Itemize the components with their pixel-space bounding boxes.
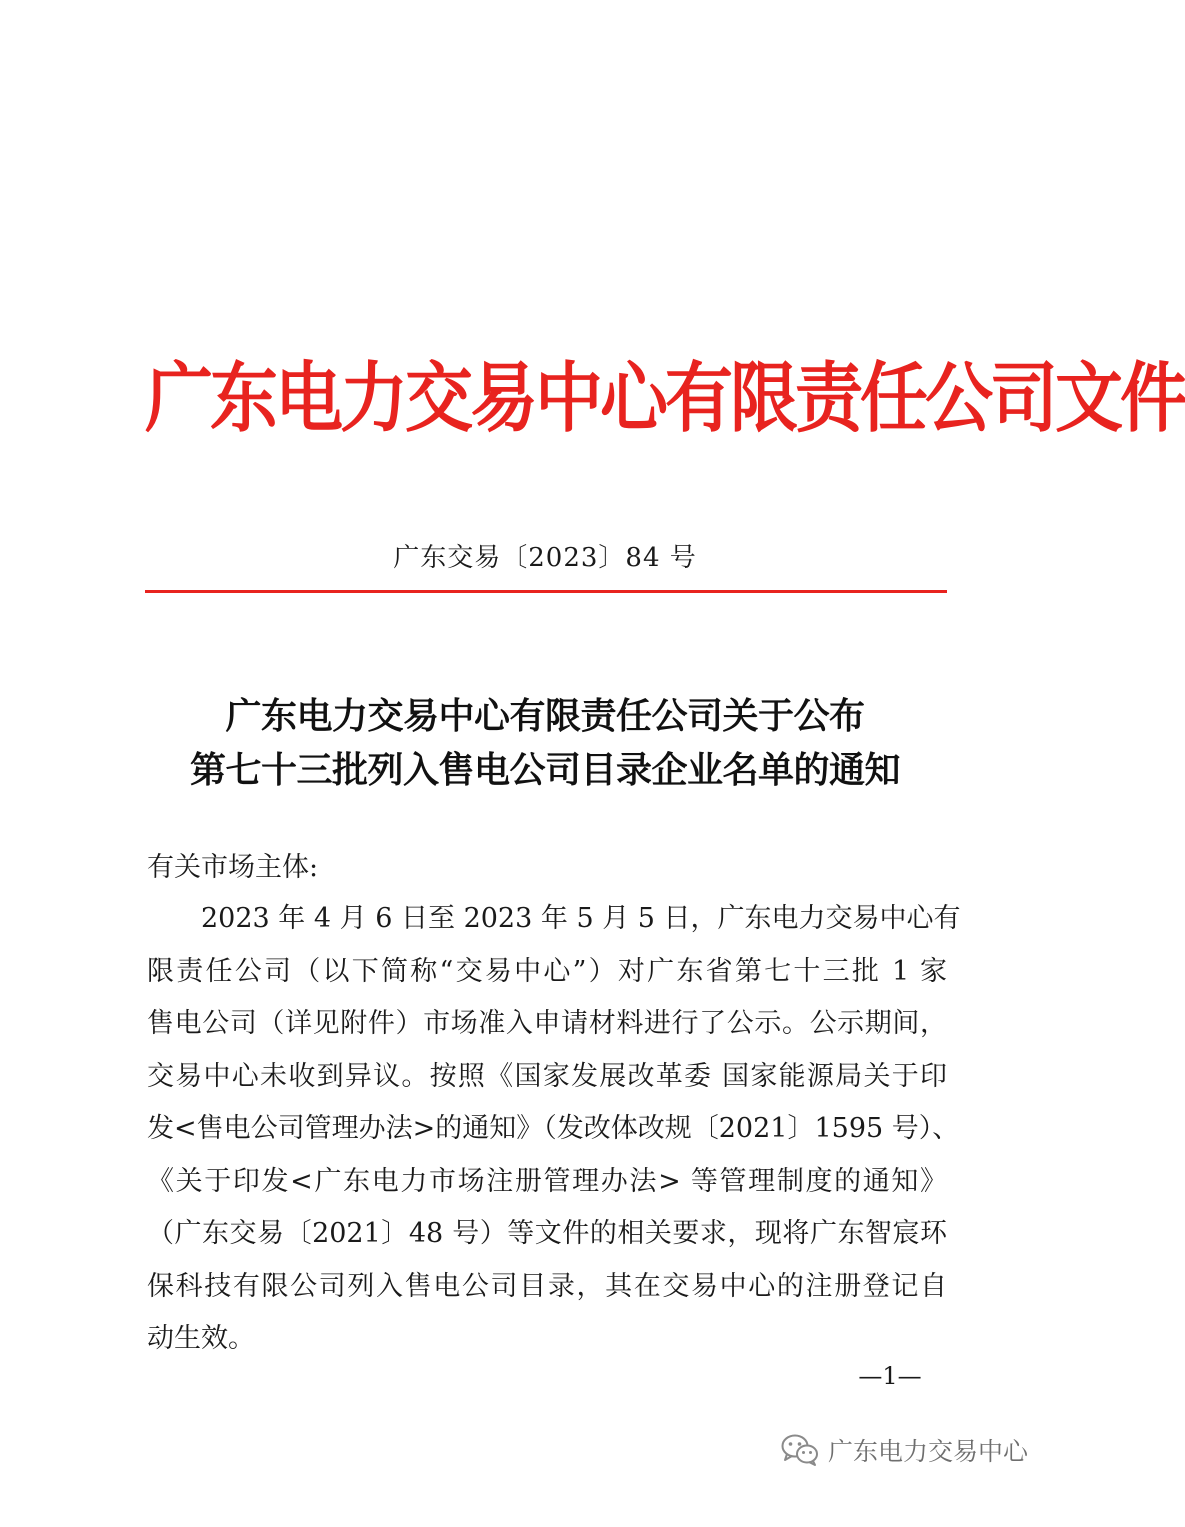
masthead-title: 广东电力交易中心有限责任公司文件 [145, 355, 1185, 444]
wechat-icon [780, 1433, 820, 1467]
body-line: 售电公司（详见附件）市场准入申请材料进行了公示。公示期间， [147, 1008, 947, 1039]
salutation: 有关市场主体: [147, 852, 319, 883]
red-divider [145, 590, 947, 593]
watermark-text: 广东电力交易中心 [828, 1437, 1029, 1466]
wechat-watermark [780, 1430, 1028, 1470]
document-number: 广东交易〔2023〕84 号 [393, 543, 697, 573]
body-line: 发<售电公司管理办法>的通知》（发改体改规〔2021〕1595 号）、 [147, 1113, 960, 1144]
notice-title-line-2: 第七十三批列入售电公司目录企业名单的通知 [189, 750, 900, 791]
body-line: （广东交易〔2021〕48 号）等文件的相关要求，现将广东智宸环 [147, 1218, 947, 1249]
page-number: —1— [858, 1362, 922, 1390]
body-line: 动生效。 [147, 1323, 255, 1354]
body-line: 限责任公司（以下简称“交易中心”）对广东省第七十三批 1 家 [147, 955, 947, 987]
body-line: 交易中心未收到异议。按照《国家发展改革委 国家能源局关于印 [147, 1060, 947, 1092]
body-line: 《关于印发<广东电力市场注册管理办法> 等管理制度的通知》 [147, 1165, 947, 1197]
body-line: 保科技有限公司列入售电公司目录，其在交易中心的注册登记自 [147, 1270, 947, 1302]
notice-title-line-1: 广东电力交易中心有限责任公司关于公布 [225, 696, 865, 737]
notice-title [120, 690, 970, 798]
body-line: 2023 年 4 月 6 日至 2023 年 5 月 5 日，广东电力交易中心有 [201, 903, 961, 934]
notice-body [147, 893, 961, 1366]
